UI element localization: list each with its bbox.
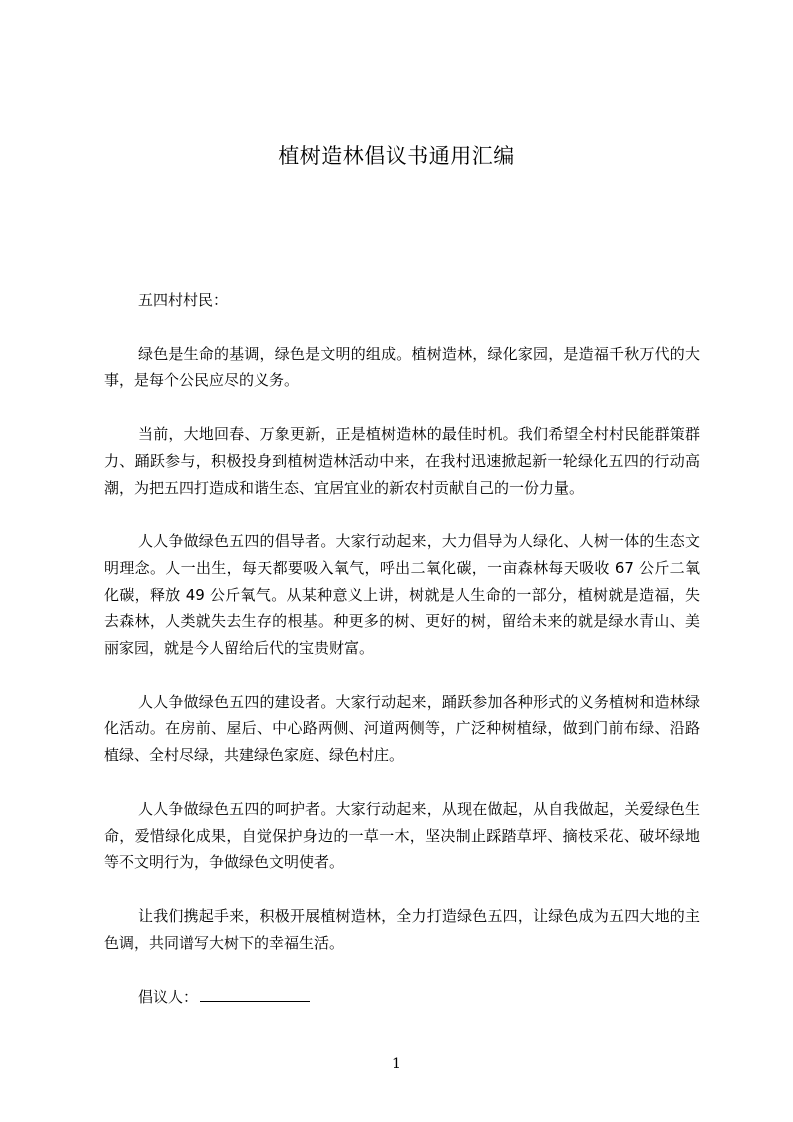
signature-line: [138, 983, 310, 1010]
paragraph-closing: 让我们携起手来，积极开展植树造林，全力打造绿色五四，让绿色成为五四大地的主色调，共同谱写大树下的幸福生活。: [104, 906, 700, 952]
paragraph-intro: 绿色是生命的基调，绿色是文明的组成。植树造林，绿化家园，是造福千秋万代的大事，是每个公民应尽的义务。: [104, 344, 700, 390]
signature-blank: [200, 983, 310, 1002]
salutation: 五四村村民：: [138, 291, 229, 309]
signature-label: 倡议人：: [138, 988, 199, 1006]
document-body: [104, 287, 700, 983]
paragraph-builder: 人人争做绿色五四的建设者。大家行动起来，踊跃参加各种形式的义务植树和造林绿化活动。在房前、屋后、中心路两侧、河道两侧等，广泛种树植绿，做到门前布绿、沿路植绿、全村尽绿，共建绿色家庭、绿色村庄。: [104, 692, 700, 765]
page-number: 1: [392, 1056, 401, 1072]
paragraph-timing: 当前，大地回春、万象更新，正是植树造林的最佳时机。我们希望全村村民能群策群力、踊跃参与，积极投身到植树造林活动中来，在我村迅速掀起新一轮绿化五四的行动高潮，为把五四打造成和谐生态、宜居宜业的新农村贡献自己的一份力量。: [104, 425, 700, 497]
document-title: 植树造林倡议书通用汇编: [278, 144, 515, 168]
paragraph-advocate: 人人争做绿色五四的倡导者。大家行动起来，大力倡导为人绿化、人树一体的生态文明理念。人一出生，每天都要吸入氧气，呼出二氧化碳，一亩森林每天吸收 67 公斤二氧化碳，释放 49 公斤氧气。从某种意义上讲，树就是人生命的一部分，植树就是造福，失去森林，人类就失去生存的根基。种更多的树、更好的树，留给未来的就是绿水青山、美丽家园，就是今人留给后代的宝贵财富。: [104, 532, 700, 658]
paragraph-protector: 人人争做绿色五四的呵护者。大家行动起来，从现在做起，从自我做起，关爱绿色生命，爱惜绿化成果，自觉保护身边的一草一木，坚决制止踩踏草坪、摘枝采花、破坏绿地等不文明行为，争做绿色文明使者。: [104, 799, 700, 872]
